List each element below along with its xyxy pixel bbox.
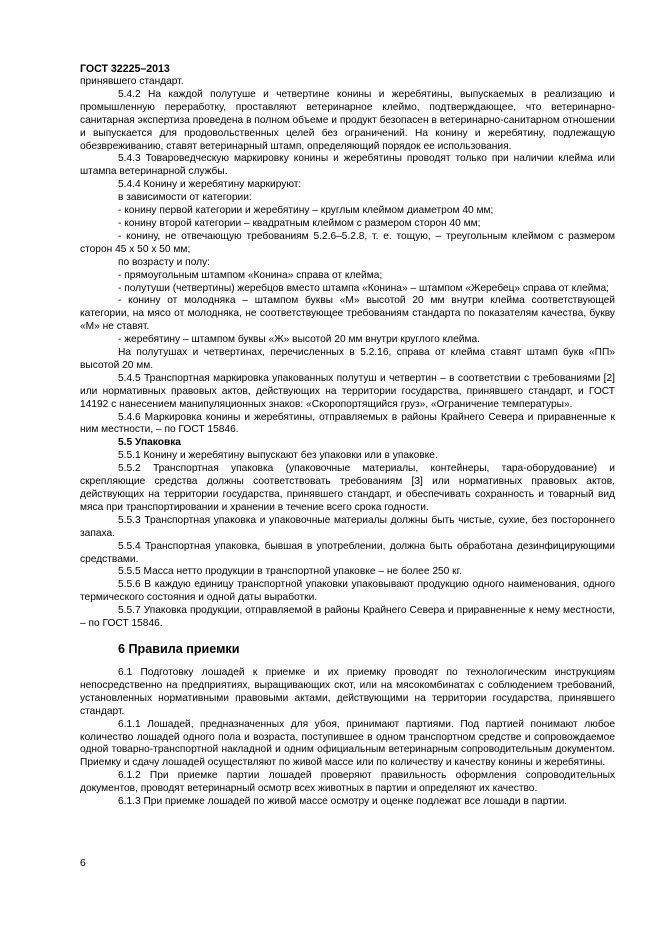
paragraph: - конину от молодняка – штампом буквы «М» высотой 20 мм внутри клейма соответствующей категории, на мясо от молодняка, не соответствующее требованиям стандарта по показателям качества, букву «М» не ставят. [80, 295, 615, 333]
document-body [80, 76, 615, 809]
paragraph: 5.5.6 В каждую единицу транспортной упаковки упаковывают продукцию одного наименования, одного термического состояния и одной даты выработки. [80, 579, 615, 604]
paragraph: 5.5.7 Упаковка продукции, отправляемой в районы Крайнего Севера и приравненные к нему местности, – по ГОСТ 15846. [80, 605, 615, 630]
paragraph: - жеребятину – штампом буквы «Ж» высотой 20 мм внутри круглого клейма. [118, 334, 480, 346]
page-number: 6 [80, 857, 86, 869]
document-header: ГОСТ 32225–2013 [80, 63, 170, 75]
document-page [80, 63, 615, 809]
subsection-heading: 5.5 Упаковка [118, 437, 181, 449]
paragraph: 5.4.6 Маркировка конины и жеребятины, отправляемых в районы Крайнего Севера и приравненные к ним местности, – по ГОСТ 15846. [80, 411, 615, 436]
paragraph: 5.4.4 Конину и жеребятину маркируют: [118, 179, 302, 191]
paragraph: по возрасту и полу: [118, 256, 211, 268]
paragraph: 6.1.3 При приемке лошадей по живой массе осмотру и оценке подлежат все лошади в партии. [118, 796, 568, 808]
paragraph: 6.1.1 Лошадей, предназначенных для убоя, принимают партиями. Под партией понимают любое количество лошадей одного пола и возраста, поступившее в одном транспортном средстве и сопровождаемое одной товарно-транспортной накладной и одним официальным ветеринарным сопроводительным документом. Приемку и сдачу лошадей осуществляют по живой массе или по количеству и качеству конины и жеребятины. [80, 718, 615, 769]
paragraph: в зависимости от категории: [118, 192, 252, 204]
paragraph: - полутуши (четвертины) жеребцов вместо штампа «Конина» – штампом «Жеребец» справа от клейма; [118, 282, 609, 294]
paragraph: 5.5.2 Транспортная упаковка (упаковочные материалы, контейнеры, тара-оборудование) и скрепляющие средства должны соответствовать требованиям [3] или нормативных правовых актов, действующих на территории государства, принявшего стандарт, и обеспечивать сохранность и товарный вид мяса при транспортировании и хранении в течение всего срока годности. [80, 463, 615, 513]
paragraph: - конину, не отвечающую требованиям 5.2.6–5.2.8, т. е. тощую, – треугольным клеймом с размером сторон 45 х 50 х 50 мм; [80, 230, 615, 255]
paragraph: На полутушах и четвертинах, перечисленных в 5.2.16, справа от клейма ставят штамп букв «ПП» высотой 20 мм. [80, 347, 615, 371]
paragraph: - конину первой категории и жеребятину – круглым клеймом диаметром 40 мм; [118, 205, 494, 217]
paragraph: 5.4.5 Транспортная маркировка упакованных полутуш и четвертин – в соответствии с требованиями [2] или нормативных правовых актов, действующих на территории государства, принявшего стандарт, и ГОСТ 14192 с нанесением манипуляционных знаков: «Скоропортящийся груз», «Ограничение температуры». [80, 372, 615, 410]
paragraph: 5.5.5 Масса нетто продукции в транспортной упаковке – не более 250 кг. [118, 566, 462, 578]
paragraph: 5.4.2 На каждой полутуше и четвертине конины и жеребятины, выпускаемых в реализацию и промышленную переработку, проставляют ветеринарное клеймо, подтверждающее, что ветеринарно-санитарная экспертиза проведена в полном объеме и продукт безопасен в ветеринарно-санитарном отношении и выпускается для продовольственных целей без ограничений. На конину и жеребятину, подлежащую обезвреживанию, ставят ветеринарный штамп, определяющий порядок ее использования. [80, 88, 615, 152]
paragraph: - прямоугольным штампом «Конина» справа от клейма; [118, 269, 383, 281]
section-heading: 6 Правила приемки [118, 641, 240, 656]
paragraph: 5.5.3 Транспортная упаковка и упаковочные материалы должны быть чистые, сухие, без постороннего запаха. [80, 514, 615, 539]
paragraph: 6.1 Подготовку лошадей к приемке и их приемку проводят по технологическим инструкциям непосредственно на предприятиях, выращивающих скот, или на мясокомбинатах с соблюдением требований, установленных нормативными правовыми актами, действующими на территории государства, принявшего стандарт. [80, 666, 615, 717]
paragraph: 5.4.3 Товароведческую маркировку конины и жеребятины проводят только при наличии клейма или штампа ветеринарной службы. [80, 153, 615, 178]
paragraph: - конину второй категории – квадратным клеймом с размером сторон 40 мм; [118, 217, 481, 229]
paragraph: 6.1.2 При приемке партии лошадей проверяют правильность оформления сопроводительных документов, проводят ветеринарный осмотр всех животных в партии и определяют их качество. [80, 770, 615, 795]
paragraph: 5.5.1 Конину и жеребятину выпускают без упаковки или в упаковке. [118, 450, 438, 462]
paragraph: принявшего стандарт. [80, 76, 184, 87]
paragraph: 5.5.4 Транспортная упаковка, бывшая в употреблении, должна быть обработана дезинфицирующими средствами. [80, 540, 615, 565]
